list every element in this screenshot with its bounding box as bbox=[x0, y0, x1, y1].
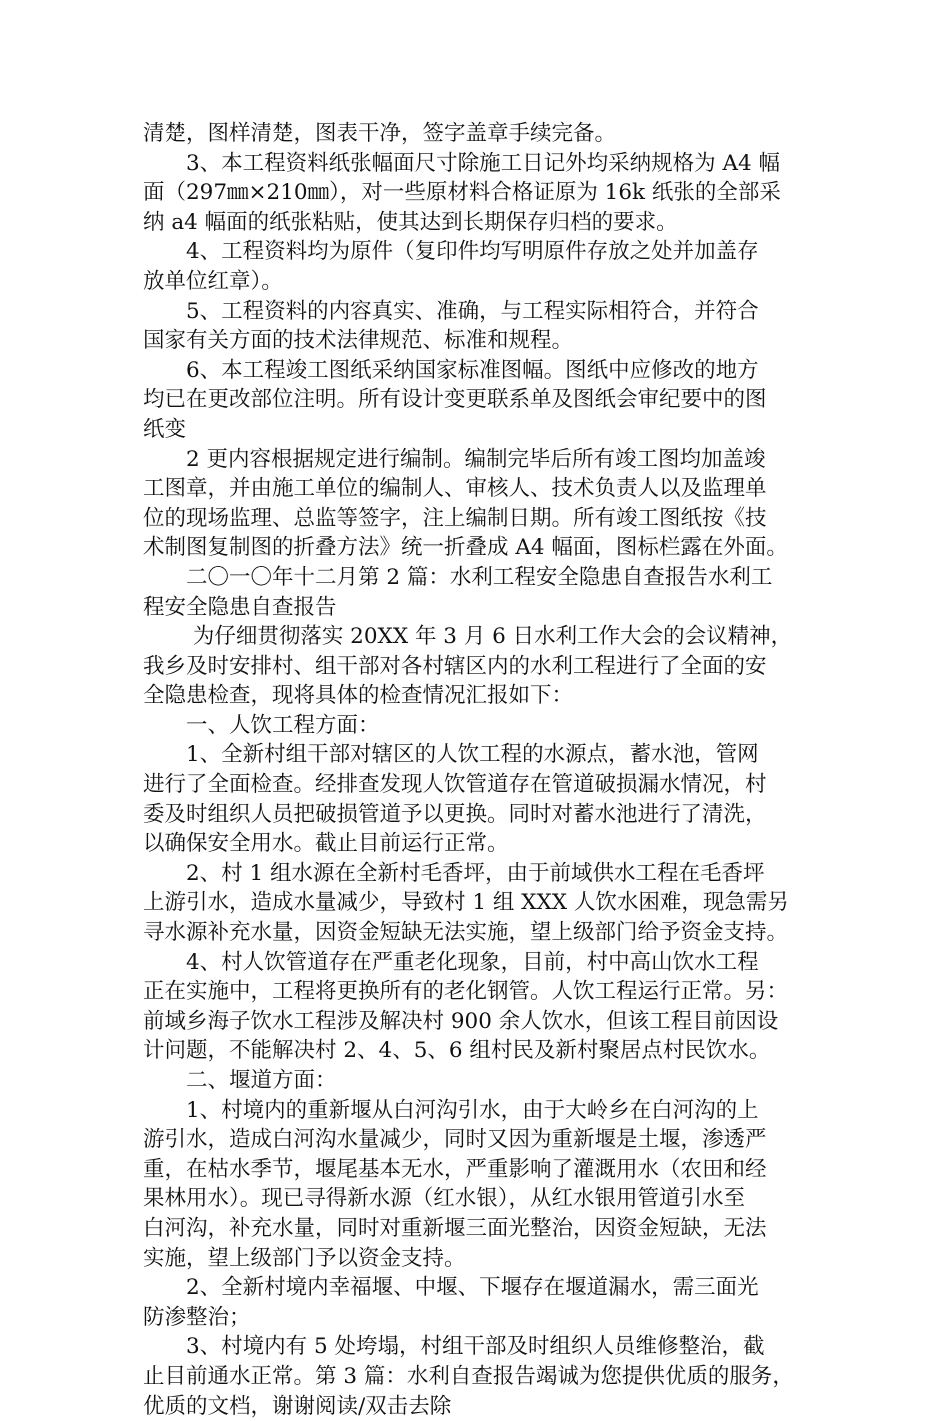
text-line: 委及时组织人员把破损管道予以更换。同时对蓄水池进行了清洗， bbox=[143, 801, 767, 827]
text-line: 前域乡海子饮水工程涉及解决村 900 余人饮水，但该工程目前因设 bbox=[143, 1008, 779, 1034]
text-line: 位的现场监理、总监等签字，注上编制日期。所有竣工图纸按《技 bbox=[143, 505, 767, 531]
text-line: 4、工程资料均为原件（复印件均写明原件存放之处并加盖存 bbox=[143, 239, 759, 265]
text-line: 2 更内容根据规定进行编制。编制完毕后所有竣工图均加盖竣 bbox=[143, 446, 766, 472]
text-line: 游引水，造成白河沟水量减少，同时又因为重新堰是土堰，渗透严 bbox=[143, 1127, 767, 1153]
text-line: 2、村 1 组水源在全新村毛香坪，由于前域供水工程在毛香坪 bbox=[143, 860, 765, 886]
text-line: 寻水源补充水量，因资金短缺无法实施，望上级部门给予资金支持。 bbox=[143, 920, 789, 946]
text-line: 3、本工程资料纸张幅面尺寸除施工日记外均采纳规格为 A4 幅 bbox=[143, 150, 781, 176]
text-line: 白河沟，补充水量，同时对重新堰三面光整治，因资金短缺，无法 bbox=[143, 1215, 767, 1241]
text-line: 实施，望上级部门予以资金支持。 bbox=[143, 1245, 466, 1271]
text-line: 均已在更改部位注明。所有设计变更联系单及图纸会审纪要中的图 bbox=[143, 387, 767, 413]
text-line: 1、村境内的重新堰从白河沟引水，由于大岭乡在白河沟的上 bbox=[143, 1097, 759, 1123]
text-line: 我乡及时安排村、组干部对各村辖区内的水利工程进行了全面的安 bbox=[143, 653, 767, 679]
text-line: 1、全新村组干部对辖区的人饮工程的水源点，蓄水池，管网 bbox=[143, 742, 759, 768]
text-line: 4、村人饮管道存在严重老化现象，目前，村中高山饮水工程 bbox=[143, 949, 759, 975]
text-line: 3、村境内有 5 处垮塌，村组干部及时组织人员维修整治，截 bbox=[143, 1334, 765, 1360]
text-line: 纳 a4 幅面的纸张粘贴，使其达到长期保存归档的要求。 bbox=[143, 209, 678, 235]
text-line: 2、全新村境内幸福堰、中堰、下堰存在堰道漏水，需三面光 bbox=[143, 1275, 759, 1301]
text-line: 重，在枯水季节，堰尾基本无水，严重影响了灌溉用水（农田和经 bbox=[143, 1156, 767, 1182]
text-line: 纸变 bbox=[143, 416, 187, 442]
text-line: 国家有关方面的技术法律规范、标准和规程。 bbox=[143, 328, 574, 354]
text-line: 术制图复制图的折叠方法》统一折叠成 A4 幅面，图标栏露在外面。 bbox=[143, 535, 788, 561]
text-line: 优质的文档，谢谢阅读/双击去除 bbox=[143, 1393, 452, 1419]
text-line: 面（297㎜×210㎜），对一些原材料合格证原为 16k 纸张的全部采 bbox=[143, 180, 781, 206]
text-line: 二〇一〇年十二月第 2 篇：水利工程安全隐患自查报告水利工 bbox=[143, 564, 773, 590]
text-line: 一、人饮工程方面： bbox=[143, 712, 380, 738]
text-line: 放单位红章）。 bbox=[143, 268, 283, 294]
text-line: 果林用水）。现已寻得新水源（红水银），从红水银用管道引水至 bbox=[143, 1186, 746, 1212]
text-line: 工图章，并由施工单位的编制人、审核人、技术负责人以及监理单 bbox=[143, 476, 767, 502]
text-line: 5、工程资料的内容真实、准确，与工程实际相符合，并符合 bbox=[143, 298, 759, 324]
text-line: 正在实施中，工程将更换所有的老化钢管。人饮工程运行正常。另： bbox=[143, 979, 789, 1005]
text-line: 全隐患检查，现将具体的检查情况汇报如下： bbox=[143, 683, 574, 709]
text-line: 为仔细贯彻落实 20XX 年 3 月 6 日水利工作大会的会议精神， bbox=[143, 624, 793, 650]
text-line: 上游引水，造成水量减少，导致村 1 组 XXX 人饮水困难，现急需另 bbox=[143, 890, 789, 916]
text-line: 以确保安全用水。截止目前运行正常。 bbox=[143, 831, 509, 857]
document-body bbox=[143, 119, 811, 1421]
text-line: 进行了全面检查。经排查发现人饮管道存在管道破损漏水情况，村 bbox=[143, 772, 767, 798]
text-line: 防渗整治； bbox=[143, 1304, 251, 1330]
text-line: 计问题，不能解决村 2、4、5、6 组村民及新村聚居点村民饮水。 bbox=[143, 1038, 771, 1064]
text-line: 程安全隐患自查报告 bbox=[143, 594, 337, 620]
text-line: 6、本工程竣工图纸采纳国家标准图幅。图纸中应修改的地方 bbox=[143, 357, 759, 383]
text-line: 止目前通水正常。第 3 篇：水利自查报告竭诚为您提供优质的服务， bbox=[143, 1363, 794, 1389]
text-line: 清楚，图样清楚，图表干净，签字盖章手续完备。 bbox=[143, 121, 617, 146]
text-line: 二、堰道方面： bbox=[143, 1068, 337, 1093]
